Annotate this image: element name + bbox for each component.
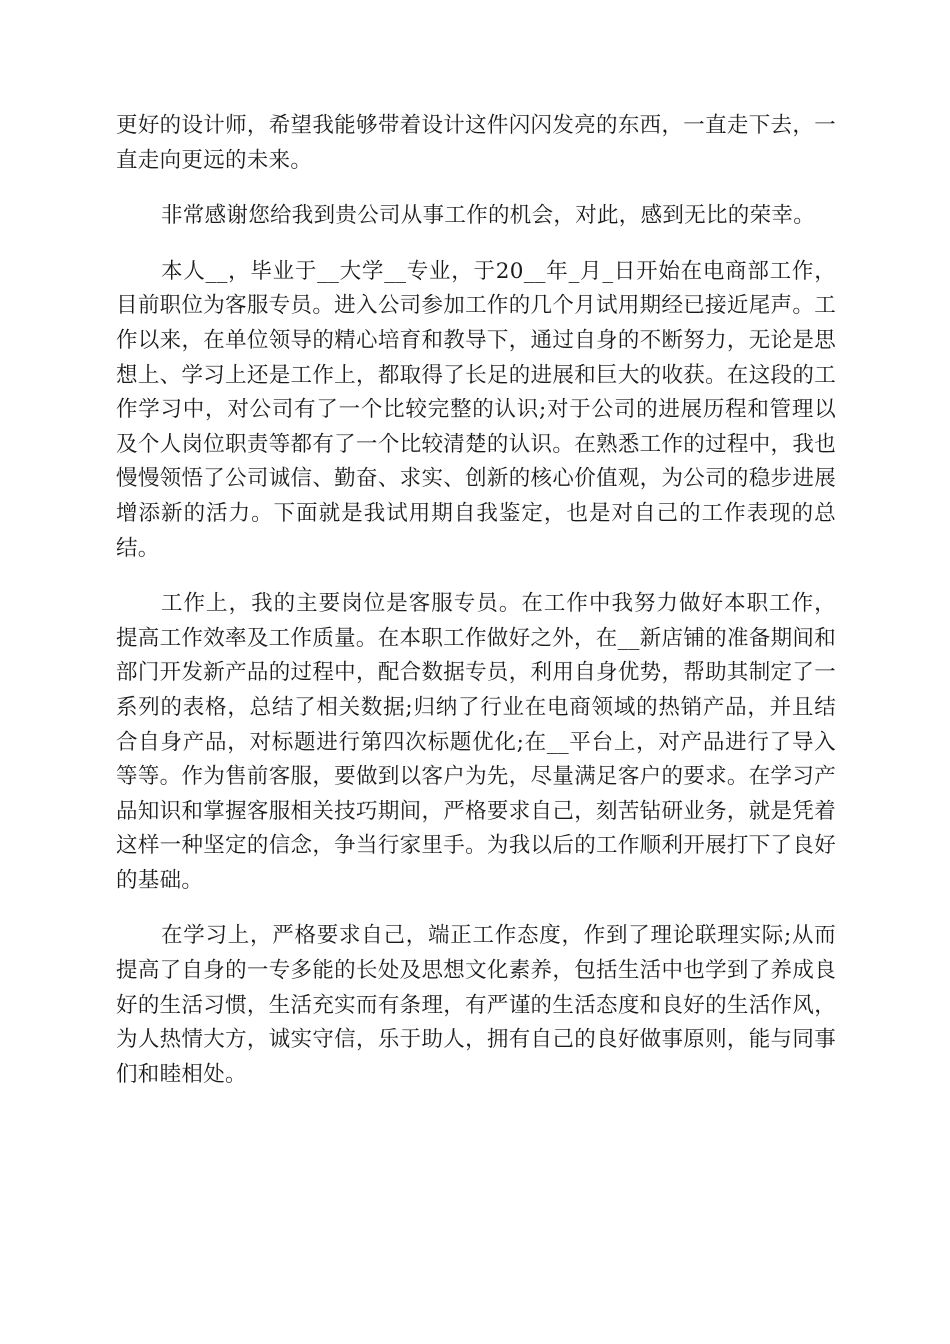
paragraph-work: 工作上，我的主要岗位是客服专员。在工作中我努力做好本职工作，提高工作效率及工作质量。在本职工作做好之外，在__新店铺的准备期间和部门开发新产品的过程中，配合数据专员，利用自身优势，帮助其制定了一系列的表格，总结了相关数据;归纳了行业在电商领域的热销产品，并且结合自身产品，对标题进行第四次标题优化;在__平台上，对产品进行了导入等等。作为售前客服，要做到以客户为先，尽量满足客户的要求。在学习产品知识和掌握客服相关技巧期间，严格要求自己，刻苦钻研业务，就是凭着这样一种坚定的信念，争当行家里手。为我以后的工作顺利开展打下了良好的基础。 [116,591,836,893]
paragraph-introduction: 本人__，毕业于__大学__专业，于20__年_月_日开始在电商部工作，目前职位为客服专员。进入公司参加工作的几个月试用期经已接近尾声。工作以来，在单位领导的精心培育和教导下，通过自身的不断努力，无论是思想上、学习上还是工作上，都取得了长足的进展和巨大的收获。在这段的工作学习中，对公司有了一个比较完整的认识;对于公司的进展历程和管理以及个人岗位职责等都有了一个比较清楚的认识。在熟悉工作的过程中，我也慢慢领悟了公司诚信、勤奋、求实、创新的核心价值观，为公司的稳步进展增添新的活力。下面就是我试用期自我鉴定，也是对自己的工作表现的总结。 [116,258,836,561]
document-body [116,109,836,1092]
paragraph-thanks: 非常感谢您给我到贵公司从事工作的机会，对此，感到无比的荣幸。 [161,203,816,229]
paragraph-study: 在学习上，严格要求自己，端正工作态度，作到了理论联理实际;从而提高了自身的一专多能的长处及思想文化素养，包括生活中也学到了养成良好的生活习惯，生活充实而有条理，有严谨的生活态度和良好的生活作风，为人热情大方，诚实守信，乐于助人，拥有自己的良好做事原则，能与同事们和睦相处。 [116,923,836,1087]
paragraph-continuation: 更好的设计师，希望我能够带着设计这件闪闪发亮的东西，一直走下去，一直走向更远的未来。 [116,113,836,173]
